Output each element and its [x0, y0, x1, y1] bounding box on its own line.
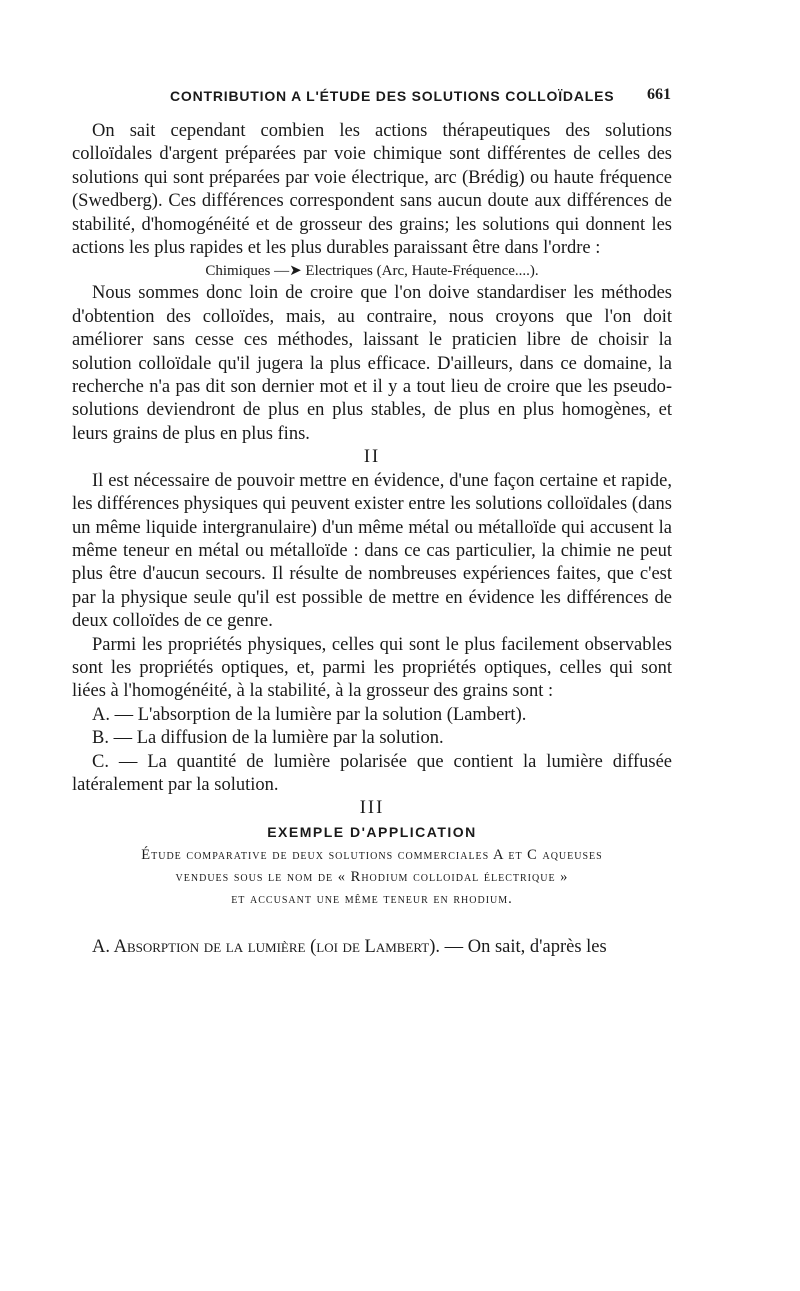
order-line: Chimiques —➤ Electriques (Arc, Haute-Fréquence....).: [205, 263, 539, 280]
study-line-3: et accusant une même teneur en rhodium.: [231, 891, 513, 908]
study-line-1: Étude comparative de deux solutions commerciales A et C aqueuses: [141, 847, 603, 864]
paragraph-3: Il est nécessaire de pouvoir mettre en évidence, d'une façon certaine et rapide, les différences physiques qui peuvent exister entre les solutions colloïdales (dans un même liquide intergranulaire) d'un même métal ou métalloïde qui accusent la même teneur en métal ou métalloïde : dans ce cas particulier, la chimie ne peut plus être d'aucun secours. Il résulte de nombreuses expériences faites, que c'est par la physique seule qu'il est possible de mettre en évidence les différences de deux colloïdes de ce genre.: [72, 470, 672, 632]
list-item-B: B. — La diffusion de la lumière par la solution.: [92, 728, 444, 749]
study-line-2: vendues sous le nom de « Rhodium colloidal électrique »: [175, 869, 569, 886]
final-heading: A. Absorption de la lumière (loi de Lambert).: [92, 937, 440, 958]
page-body: [72, 120, 672, 960]
list-item-A: A. — L'absorption de la lumière par la solution (Lambert).: [92, 704, 527, 725]
final-paragraph: [72, 936, 672, 959]
example-title: EXEMPLE D'APPLICATION: [267, 823, 477, 840]
section-number-III: III: [359, 798, 385, 819]
list-item-C: C. — La quantité de lumière polarisée que contient la lumière diffusée latéralement par la solution.: [72, 751, 672, 795]
page-number: 661: [647, 86, 671, 103]
paragraph-4: Parmi les propriétés physiques, celles qui sont le plus facilement observables sont les propriétés optiques, et, parmi les propriétés optiques, celles qui sont liées à l'homogénéité, à la stabilité, à la grosseur des grains sont :: [72, 634, 672, 702]
paragraph-1: On sait cependant combien les actions thérapeutiques des solutions colloïdales d'argent préparées par voie chimique sont différentes de celles des solutions qui sont préparées par voie électrique, arc (Brédig) ou haute fréquence (Swedberg). Ces différences correspondent sans aucun doute aux différences de stabilité, d'homogénéité et de grosseur des grains; les solutions qui donnent les actions les plus rapides et les plus durables paraissant être dans l'ordre :: [72, 121, 672, 259]
section-number-II: II: [363, 447, 381, 468]
running-title: CONTRIBUTION A L'ÉTUDE DES SOLUTIONS COLLOÏDALES: [170, 88, 615, 104]
final-text: — On sait, d'après les: [440, 937, 607, 958]
study-heading: [72, 844, 672, 910]
paragraph-2: Nous sommes donc loin de croire que l'on doive standardiser les méthodes d'obtention des colloïdes, mais, au contraire, nous croyons que l'on doit améliorer sans cesse ces méthodes, laissant le praticien libre de choisir la solution colloïdale qu'il jugera la plus efficace. D'ailleurs, dans ce domaine, la recherche n'a pas dit son dernier mot et il y a tout lieu de croire que les pseudo-solutions deviendront de plus en plus stables, de plus en plus homogènes, et leurs grains de plus en plus fins.: [72, 283, 672, 444]
